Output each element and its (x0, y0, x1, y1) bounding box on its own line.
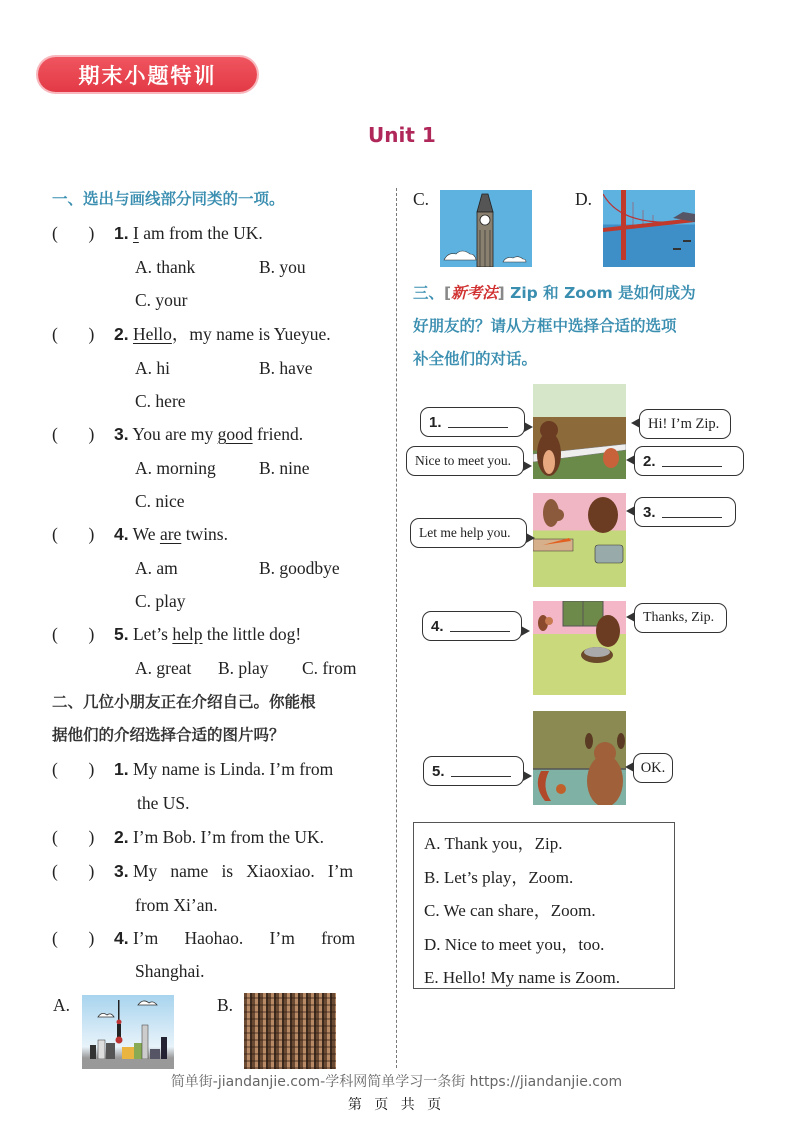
s2-question-4-cont: Shanghai. (135, 961, 205, 981)
answer-blank[interactable]: ( ) (52, 928, 95, 948)
picture-label-d: D. (575, 189, 593, 209)
speech-bubble-2: 2. (634, 446, 744, 476)
blank-4[interactable] (450, 620, 510, 632)
section3-title-line1: 三、[新考法] Zip 和 Zoom 是如何成为 (413, 283, 696, 302)
golden-gate-bridge-image (603, 190, 695, 267)
picture-label-a: A. (53, 995, 71, 1015)
answer-blank[interactable]: ( ) (52, 759, 95, 779)
option-c: C. from (302, 658, 357, 678)
answer-blank[interactable]: ( ) (52, 324, 95, 344)
option-c: C. your (135, 290, 188, 310)
answer-blank[interactable]: ( ) (52, 827, 95, 847)
option-a: A. hi (135, 358, 170, 378)
answer-option-e: E. Hello! My name is Zoom. (424, 968, 620, 987)
section-banner: 期末小题特训 (38, 57, 257, 92)
answer-blank[interactable]: ( ) (52, 624, 95, 644)
speech-bubble-3: 3. (634, 497, 736, 527)
scene-2-image (533, 493, 626, 587)
option-b: B. play (218, 658, 269, 678)
unit-title: Unit 1 (368, 123, 436, 147)
section2-title-line2: 据他们的介绍选择合适的图片吗？ (52, 726, 285, 744)
blank-3[interactable] (662, 506, 722, 518)
blank-1[interactable] (448, 416, 508, 428)
option-a: A. thank (135, 257, 196, 277)
picture-label-c: C. (413, 189, 430, 209)
option-c: C. nice (135, 491, 185, 511)
speech-bubble-1: 1. (420, 407, 525, 437)
answer-option-d: D. Nice to meet you，too. (424, 934, 605, 954)
s2-question-1-cont: the US. (137, 793, 190, 813)
option-b: B. nine (259, 458, 310, 478)
new-method-tag: 新考法 (451, 283, 498, 302)
option-c: C. play (135, 591, 186, 611)
terracotta-warriors-image (244, 993, 336, 1069)
blank-5[interactable] (451, 765, 511, 777)
option-a: A. morning (135, 458, 216, 478)
speech-bubble-zip-hi: Hi! I’m Zip. (639, 409, 731, 439)
underlined-word: help (172, 624, 203, 644)
speech-bubble-5: 5. (423, 756, 524, 786)
page-number: 第 页 共 页 (347, 1097, 446, 1113)
answer-options-box (413, 822, 675, 989)
answer-blank[interactable]: ( ) (52, 861, 95, 881)
s1-question-5: ( ) 5. Let’s help the little dog! (52, 624, 302, 644)
option-a: A. am (135, 558, 178, 578)
underlined-word: I (132, 223, 139, 243)
s2-question-1: ( ) 1. My name is Linda. I’m from (52, 759, 334, 779)
s1-question-1: ( ) 1. I am from the UK. (52, 223, 263, 243)
option-a: A. great (135, 658, 192, 678)
answer-blank[interactable]: ( ) (52, 524, 95, 544)
underlined-word: Hello (132, 324, 172, 344)
scene-3-image (533, 601, 626, 695)
blank-2[interactable] (662, 455, 722, 467)
speech-bubble-nice: Nice to meet you. (406, 446, 524, 476)
s2-question-3-cont: from Xi’an. (135, 895, 218, 915)
s2-question-2: ( ) 2. I’m Bob. I’m from the UK. (52, 827, 324, 847)
underlined-word: are (159, 524, 182, 544)
s2-question-3: ( ) 3. My name is Xiaoxiao. I’m (52, 861, 354, 881)
footer-watermark: 简单街-jiandanjie.com-学科网简单学习一条街 https://jiandanjie.com (170, 1074, 623, 1090)
answer-blank[interactable]: ( ) (52, 424, 95, 444)
picture-label-b: B. (217, 995, 234, 1015)
speech-bubble-help: Let me help you. (410, 518, 527, 548)
answer-option-a: A. Thank you，Zip. (424, 834, 563, 853)
shanghai-skyline-image (82, 995, 174, 1069)
s1-question-2: ( ) 2. Hello，my name is Yueyue. (52, 324, 331, 344)
big-ben-image (440, 190, 532, 267)
section1-title: 一、选出与画线部分同类的一项。 (52, 190, 285, 208)
speech-bubble-4: 4. (422, 611, 522, 641)
scene-1-image (533, 384, 626, 479)
answer-blank[interactable]: ( ) (52, 223, 95, 243)
column-divider (396, 188, 397, 1068)
answer-option-b: B. Let’s play，Zoom. (424, 867, 574, 887)
option-b: B. goodbye (259, 558, 340, 578)
underlined-word: good (217, 424, 253, 444)
speech-bubble-ok: OK. (633, 753, 673, 783)
answer-option-c: C. We can share，Zoom. (424, 901, 596, 920)
option-b: B. you (259, 257, 306, 277)
section2-title-line1: 二、几位小朋友正在介绍自己。你能根 (52, 693, 316, 711)
section3-title-line3: 补全他们的对话。 (413, 350, 538, 368)
s1-question-3: ( ) 3. You are my good friend. (52, 424, 304, 444)
s1-question-4: ( ) 4. We are twins. (52, 524, 228, 544)
speech-bubble-thanks: Thanks, Zip. (634, 603, 727, 633)
scene-4-image (533, 711, 626, 805)
option-b: B. have (259, 358, 313, 378)
section3-title-line2: 好朋友的？请从方框中选择合适的选项 (413, 317, 677, 335)
s2-question-4: ( ) 4. I’m Haohao. I’m from (52, 928, 356, 948)
option-c: C. here (135, 391, 186, 411)
